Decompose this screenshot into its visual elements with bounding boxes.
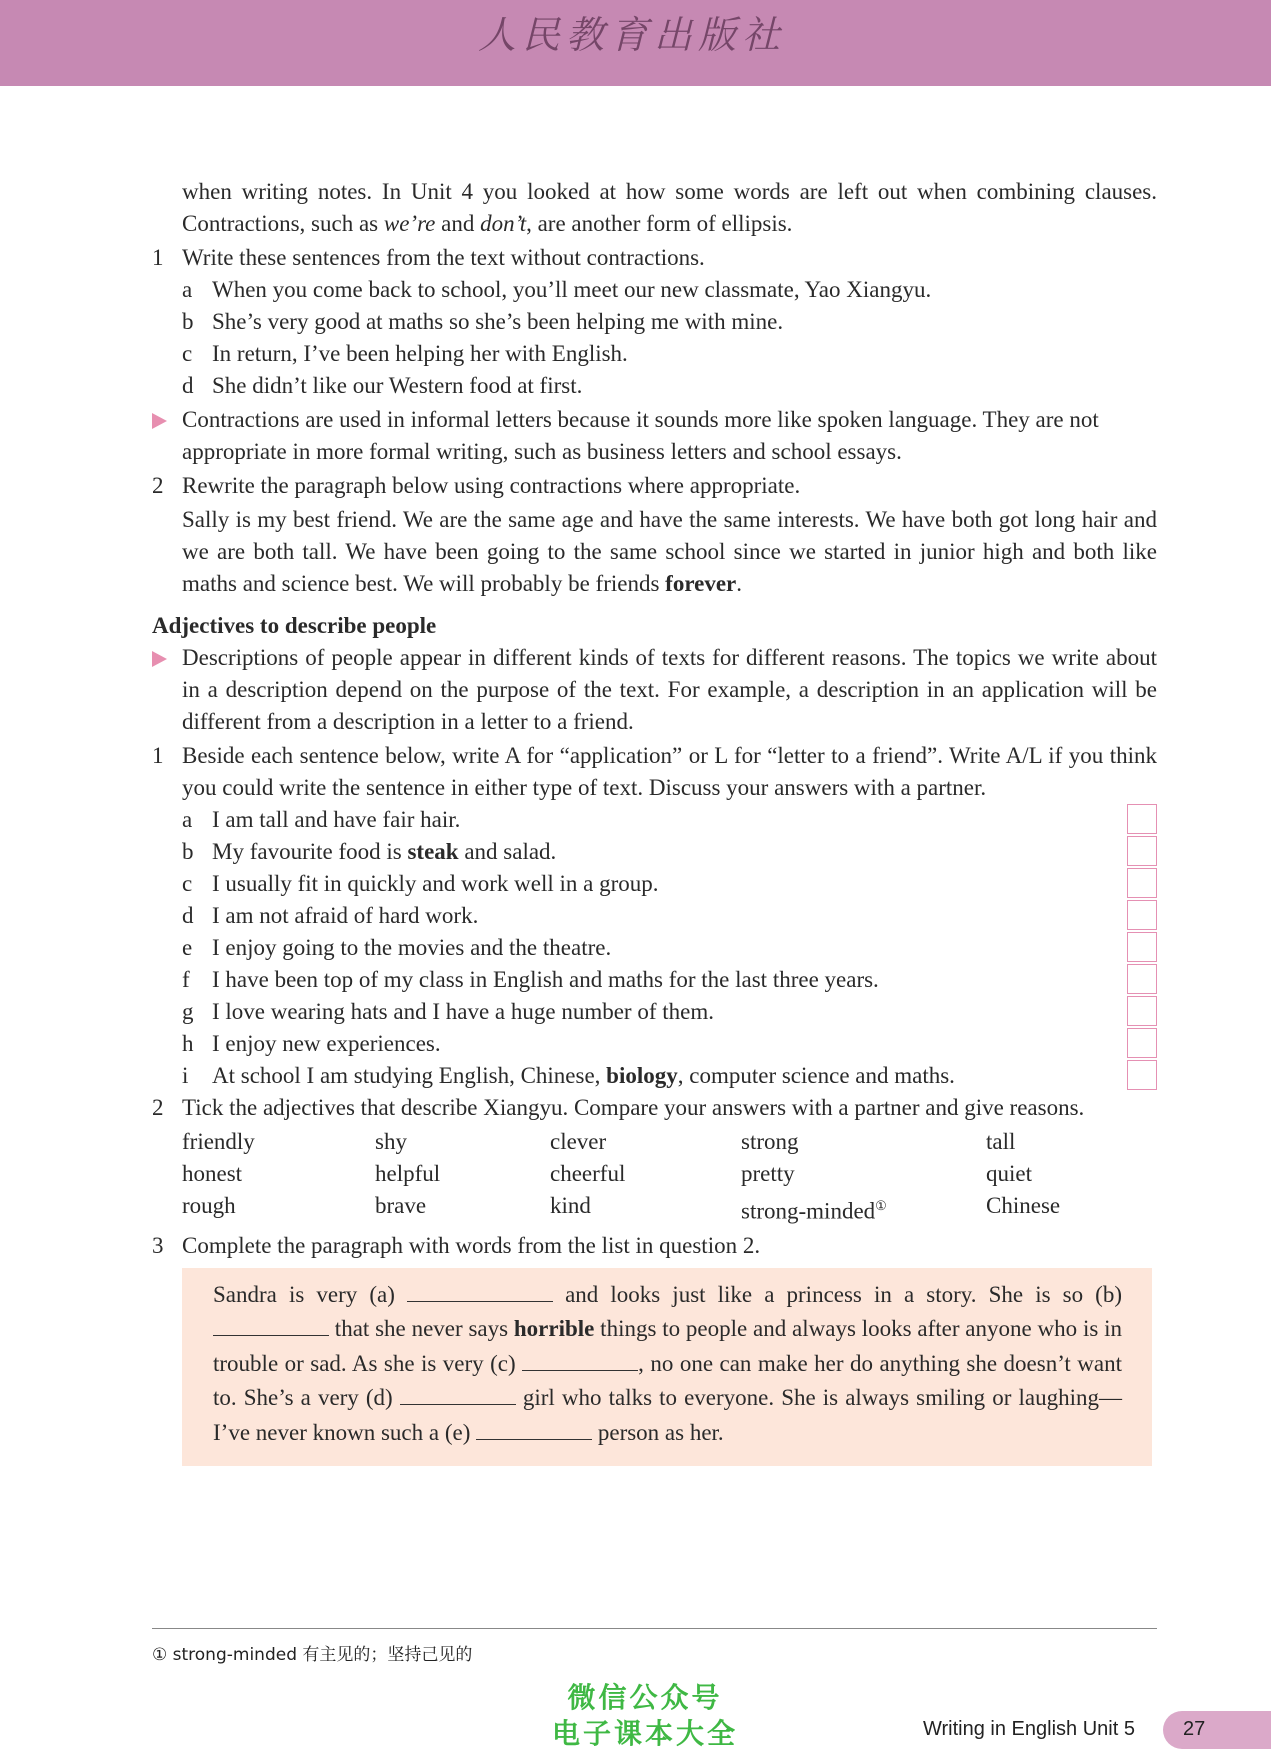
intro-line: when writing notes. In Unit 4 you looked at how some words are left out when combining [182, 179, 1076, 204]
item-text: At school I am studying English, Chinese, [212, 1063, 607, 1088]
item-text: When you come back to school, you’ll meet our new classmate, Yao Xiangyu. [212, 277, 932, 302]
bold-word: steak [407, 839, 459, 864]
adjective-word[interactable]: clever [550, 1129, 607, 1154]
sentence-item [152, 964, 1157, 996]
sentence-item [152, 1060, 1157, 1092]
item-text: In return, I’ve been helping her with English. [212, 341, 628, 366]
header-band [0, 0, 1271, 86]
sentence-item [152, 868, 1157, 900]
sentence-item [152, 932, 1157, 964]
adjective-word[interactable]: Chinese [986, 1193, 1061, 1218]
answer-box[interactable] [1127, 964, 1157, 994]
item-letter: d [182, 903, 194, 928]
item-letter: e [182, 935, 193, 960]
paragraph-text: things to people and always looks after anyone who is in trouble or sad. As she is very (c) [213, 1316, 1122, 1376]
item-letter: h [182, 1031, 194, 1056]
footnote-marker: ① [875, 1198, 887, 1213]
question-number: 1 [152, 245, 164, 270]
item-letter: c [182, 341, 193, 366]
publisher-logo: 人民教育出版社 [478, 13, 787, 57]
question-text: Rewrite the paragraph below using contractions where appropriate. [182, 473, 801, 498]
adjective-text: strong-minded [741, 1198, 876, 1224]
adjective-word[interactable] [741, 1190, 986, 1228]
item-letter: f [182, 967, 190, 992]
sentence-item [152, 900, 1157, 932]
section-question-3 [152, 1230, 1157, 1262]
question-1 [152, 242, 1157, 274]
item-letter: i [182, 1063, 189, 1088]
item-text: She didn’t like our Western food at first. [212, 373, 583, 398]
paragraph-text: , no one can make her do anything she doesn’t want to. She’s a very (d) [213, 1350, 1123, 1411]
question-number: 2 [152, 473, 164, 498]
item-text: My favourite food is [212, 839, 408, 864]
section-question-1 [152, 740, 1157, 804]
item-text: I usually fit in quickly and work well in a group. [212, 871, 659, 896]
answer-box[interactable] [1127, 900, 1157, 930]
question-2 [152, 470, 1157, 502]
adjective-word[interactable]: brave [375, 1193, 427, 1218]
adjective-word[interactable]: quiet [986, 1161, 1032, 1186]
adjective-word[interactable]: strong [741, 1129, 799, 1154]
adjective-word[interactable]: pretty [741, 1161, 795, 1186]
adjective-word[interactable]: kind [550, 1193, 591, 1218]
rewrite-paragraph [152, 504, 1157, 600]
item-text: and salad. [458, 839, 557, 864]
section-question-2 [152, 1092, 1157, 1124]
intro-line: , are another form of ellipsis. [526, 211, 793, 236]
item-letter: b [182, 839, 194, 864]
tip-text: Descriptions of people appear in different kinds of texts for different reasons. The topics we write about in a description depend on the purpose of the text. For example, a description in an application will be different from a description in a letter to a friend. [182, 645, 1157, 734]
item-text: I enjoy going to the movies and the theatre. [212, 935, 612, 960]
example-contraction: don’t [480, 211, 527, 236]
list-item [152, 370, 1157, 402]
item-text: She’s very good at maths so she’s been helping me with mine. [212, 309, 784, 334]
bold-word: biology [606, 1063, 678, 1088]
bold-word: horrible [513, 1316, 595, 1342]
answer-box[interactable] [1127, 1060, 1157, 1090]
intro-paragraph [152, 176, 1157, 240]
item-letter: a [182, 807, 193, 832]
tip-descriptions [152, 642, 1157, 738]
item-text: I love wearing hats and I have a huge number of them. [212, 999, 714, 1024]
pink-triangle-icon [152, 651, 167, 667]
question-number: 3 [152, 1232, 164, 1258]
answer-box[interactable] [1127, 836, 1157, 866]
paragraph-text: person as her. [592, 1419, 724, 1445]
example-contraction: we’re [383, 211, 436, 236]
sentence-item [152, 804, 1157, 836]
adjective-word[interactable]: friendly [182, 1129, 255, 1154]
answer-box[interactable] [1127, 868, 1157, 898]
blank-d[interactable] [400, 1383, 516, 1405]
question-number: 1 [152, 743, 164, 768]
sentence-item [152, 996, 1157, 1028]
blank-e[interactable] [476, 1418, 592, 1440]
item-text: I have been top of my class in English and maths for the last three years. [212, 967, 879, 992]
answer-box[interactable] [1127, 804, 1157, 834]
item-letter: a [182, 277, 193, 302]
question-number: 2 [152, 1095, 164, 1120]
watermark [525, 1680, 765, 1752]
blank-a[interactable] [407, 1280, 553, 1302]
item-letter: c [182, 871, 193, 896]
bold-word: forever [665, 571, 737, 596]
item-text: , computer science and maths. [677, 1063, 955, 1088]
adjective-word[interactable]: honest [182, 1161, 243, 1186]
paragraph-text: . [736, 571, 742, 596]
adjective-word[interactable]: cheerful [550, 1161, 626, 1186]
footnote: ① strong-minded 有主见的；坚持己见的 [152, 1645, 473, 1665]
adjective-word[interactable]: helpful [375, 1161, 441, 1186]
adjective-list [152, 1126, 1157, 1228]
question-text: Complete the paragraph with words from the list in question 2. [182, 1232, 761, 1258]
tip-text: Contractions are used in informal letters because it sounds more like spoken language. They are not appropriate in more formal writing, such as business letters and school essays. [182, 407, 1099, 464]
sentence-item [152, 836, 1157, 868]
watermark-line: 电子课本大全 [551, 1717, 738, 1750]
watermark-line: 微信公众号 [567, 1681, 723, 1714]
page-number: 27 [1183, 1718, 1206, 1740]
answer-box[interactable] [1127, 996, 1157, 1026]
paragraph-text: that she never says [329, 1316, 514, 1342]
page-content [152, 176, 1157, 1466]
footer-unit-label: Writing in English Unit 5 [923, 1718, 1135, 1740]
intro-line: clauses. Contractions, such as [182, 179, 1158, 236]
page-number-tab [1163, 1711, 1271, 1749]
footnote-divider [152, 1628, 1157, 1629]
item-text: I enjoy new experiences. [212, 1031, 441, 1056]
question-text: Tick the adjectives that describe Xiangyu. Compare your answers with a partner and give reasons. [182, 1095, 1085, 1120]
fill-in-paragraph-box [182, 1268, 1152, 1467]
list-item [152, 306, 1157, 338]
item-text: I am not afraid of hard work. [212, 903, 479, 928]
paragraph-text: girl who talks to everyone. She is always smiling or laughing—I’ve never known such a (e) [213, 1385, 1122, 1445]
paragraph-text: Sally is my best friend. We are the same age and have the same interests. We have both got long hair and we are both tall. We have been going to the same school since we started in junior high and both like maths and science best. We will probably be friends [182, 507, 1157, 596]
item-letter: d [182, 373, 194, 398]
question-text: Beside each sentence below, write A for “application” or L for “letter to a friend”. Write A/L if you think you could write the sentence in either type of text. Discuss your answers with a partner. [182, 743, 1157, 800]
list-item [152, 274, 1157, 306]
paragraph-text: and looks just like a princess in a story. She is so (b) [552, 1281, 1123, 1307]
question-text: Write these sentences from the text without contractions. [182, 245, 705, 270]
adjective-word[interactable]: rough [182, 1193, 236, 1218]
section-heading: Adjectives to describe people [152, 613, 437, 638]
paragraph-text: Sandra is very (a) [213, 1281, 407, 1307]
answer-box[interactable] [1127, 932, 1157, 962]
list-item [152, 338, 1157, 370]
tip-contractions [152, 404, 1157, 468]
adjective-word[interactable]: shy [375, 1129, 407, 1154]
blank-b[interactable] [213, 1314, 329, 1336]
item-letter: g [182, 999, 194, 1024]
blank-c[interactable] [522, 1349, 638, 1371]
pink-triangle-icon [152, 413, 167, 429]
item-letter: b [182, 309, 194, 334]
answer-box[interactable] [1127, 1028, 1157, 1058]
adjective-word[interactable]: tall [986, 1129, 1016, 1154]
sentence-item [152, 1028, 1157, 1060]
intro-line: and [435, 211, 481, 236]
item-text: I am tall and have fair hair. [212, 807, 461, 832]
